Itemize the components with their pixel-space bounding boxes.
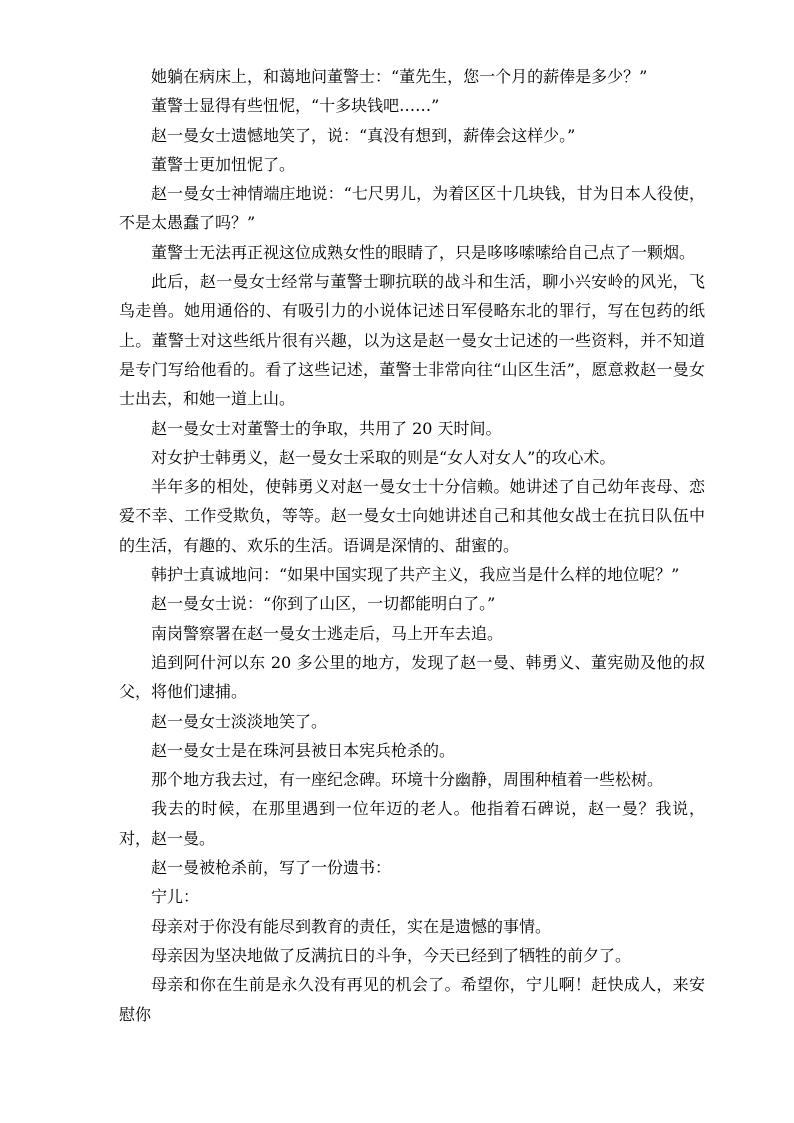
article-body bbox=[119, 62, 705, 1029]
paragraph: 我去的时候，在那里遇到一位年迈的老人。他指着石碑说，赵一曼？我说，对，赵一曼。 bbox=[119, 799, 705, 848]
paragraph: 半年多的相处，使韩勇义对赵一曼女士十分信赖。她讲述了自己幼年丧母、恋爱不幸、工作受欺负，等等。赵一曼女士向她讲述自己和其他女战士在抗日队伍中的生活，有趣的、欢乐的生活。语调是深情的、甜蜜的。 bbox=[119, 477, 705, 555]
letter-paragraph: 母亲因为坚决地做了反满抗日的斗争，今天已经到了牺牲的前夕了。 bbox=[151, 945, 632, 965]
paragraph: 那个地方我去过，有一座纪念碑。环境十分幽静，周围种植着一些松树。 bbox=[151, 770, 664, 790]
letter-paragraph: 母亲和你在生前是永久没有再见的机会了。希望你，宁儿啊！赶快成人，来安慰你 bbox=[119, 975, 705, 1024]
paragraph: 赵一曼女士是在珠河县被日本宪兵枪杀的。 bbox=[151, 740, 456, 760]
paragraph: 对女护士韩勇义，赵一曼女士采取的则是“女人对女人”的攻心术。 bbox=[151, 447, 616, 467]
paragraph: 董警士无法再正视这位成熟女性的眼睛了，只是哆哆嗦嗦给自己点了一颗烟。 bbox=[151, 242, 696, 262]
letter-salutation: 宁儿： bbox=[151, 887, 200, 907]
paragraph: 南岗警察署在赵一曼女士逃走后，马上开车去追。 bbox=[151, 623, 504, 643]
paragraph: 韩护士真诚地问：“如果中国实现了共产主义，我应当是什么样的地位呢？” bbox=[151, 565, 680, 585]
paragraph: 赵一曼女士神情端庄地说：“七尺男儿，为着区区十几块钱，甘为日本人役使，不是太愚蠢了吗？” bbox=[119, 184, 705, 233]
paragraph: 赵一曼女士对董警士的争取，共用了 20 天时间。 bbox=[151, 418, 502, 438]
paragraph: 赵一曼女士淡淡地笑了。 bbox=[151, 711, 328, 731]
paragraph: 赵一曼女士遗憾地笑了，说：“真没有想到，薪俸会这样少。” bbox=[151, 125, 576, 145]
letter-paragraph: 母亲对于你没有能尽到教育的责任，实在是遗憾的事情。 bbox=[151, 916, 552, 936]
paragraph: 赵一曼被枪杀前，写了一份遗书： bbox=[151, 858, 392, 878]
paragraph: 董警士显得有些忸怩，“十多块钱吧……” bbox=[151, 96, 440, 116]
paragraph: 此后，赵一曼女士经常与董警士聊抗联的战斗和生活，聊小兴安岭的风光，飞鸟走兽。她用通俗的、有吸引力的小说体记述日军侵略东北的罪行，写在包药的纸上。董警士对这些纸片很有兴趣，以为这是赵一曼女士记述的一些资料，并不知道是专门写给他看的。看了这些记述，董警士非常向往“山区生活”，愿意救赵一曼女士出去，和她一道上山。 bbox=[119, 272, 705, 409]
paragraph: 追到阿什河以东 20 多公里的地方，发现了赵一曼、韩勇义、董宪勋及他的叔父，将他们逮捕。 bbox=[119, 652, 705, 702]
paragraph: 赵一曼女士说：“你到了山区，一切都能明白了。” bbox=[151, 594, 496, 614]
paragraph: 董警士更加忸怩了。 bbox=[151, 154, 296, 174]
paragraph: 她躺在病床上，和蔼地问董警士：“董先生，您一个月的薪俸是多少？” bbox=[151, 67, 648, 86]
